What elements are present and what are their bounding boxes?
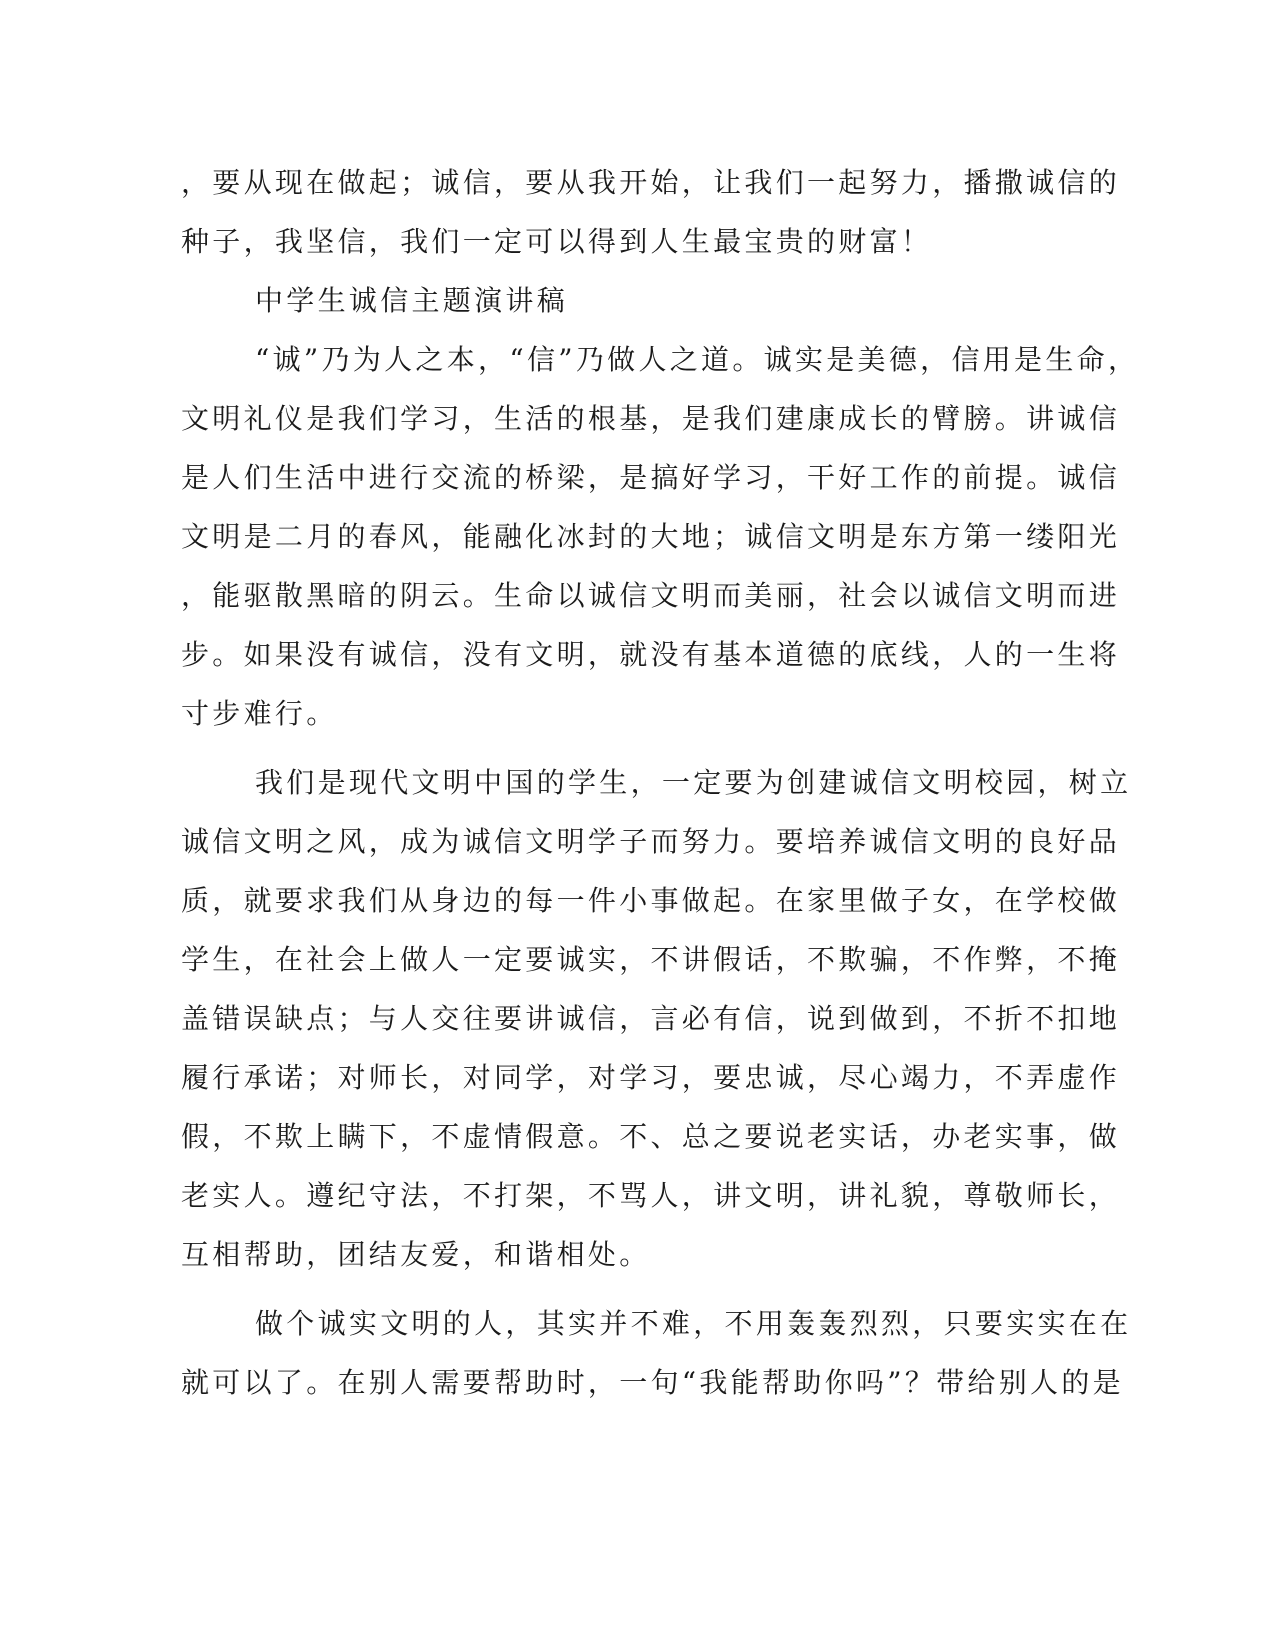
text-line: 盖错误缺点；与人交往要讲诚信，言必有信，说到做到，不折不扣地 [181,1002,1121,1035]
text-line: 互相帮助，团结友爱，和谐相处。 [181,1238,651,1271]
text-line: 履行承诺；对师长，对同学，对学习，要忠诚，尽心竭力，不弄虚作 [181,1061,1121,1094]
text-line: 步。如果没有诚信，没有文明，就没有基本道德的底线，人的一生将 [181,638,1121,671]
text-line: 就可以了。在别人需要帮助时，一句“我能帮助你吗”？带给别人的是 [181,1366,1124,1399]
text-line: 学生，在社会上做人一定要诚实，不讲假话，不欺骗，不作弊，不掩 [181,943,1121,976]
text-line: “诚”乃为人之本，“信”乃做人之道。诚实是美德，信用是生命， [255,343,1140,376]
text-line: 文明是二月的春风，能融化冰封的大地；诚信文明是东方第一缕阳光 [181,520,1121,553]
text-line: ，能驱散黑暗的阴云。生命以诚信文明而美丽，社会以诚信文明而进 [181,579,1121,612]
text-line: 我们是现代文明中国的学生，一定要为创建诚信文明校园，树立 [255,766,1132,799]
text-line: 质，就要求我们从身边的每一件小事做起。在家里做子女，在学校做 [181,884,1121,917]
text-line: 诚信文明之风，成为诚信文明学子而努力。要培养诚信文明的良好品 [181,825,1121,858]
text-line: 老实人。遵纪守法，不打架，不骂人，讲文明，讲礼貌，尊敬师长， [181,1179,1121,1212]
text-line: 文明礼仪是我们学习，生活的根基，是我们建康成长的臂膀。讲诚信 [181,402,1121,435]
text-line: 假，不欺上瞒下，不虚情假意。不、总之要说老实话，办老实事，做 [181,1120,1121,1153]
text-line: 种子，我坚信，我们一定可以得到人生最宝贵的财富！ [181,225,933,258]
speech-title: 中学生诚信主题演讲稿 [255,284,569,317]
text-line: 寸步难行。 [181,697,338,730]
document-body [181,153,1140,1412]
text-line: ，要从现在做起；诚信，要从我开始，让我们一起努力，播撒诚信的 [181,166,1121,199]
text-line: 做个诚实文明的人，其实并不难，不用轰轰烈烈，只要实实在在 [255,1307,1132,1340]
text-line: 是人们生活中进行交流的桥梁，是搞好学习，干好工作的前提。诚信 [181,461,1121,494]
